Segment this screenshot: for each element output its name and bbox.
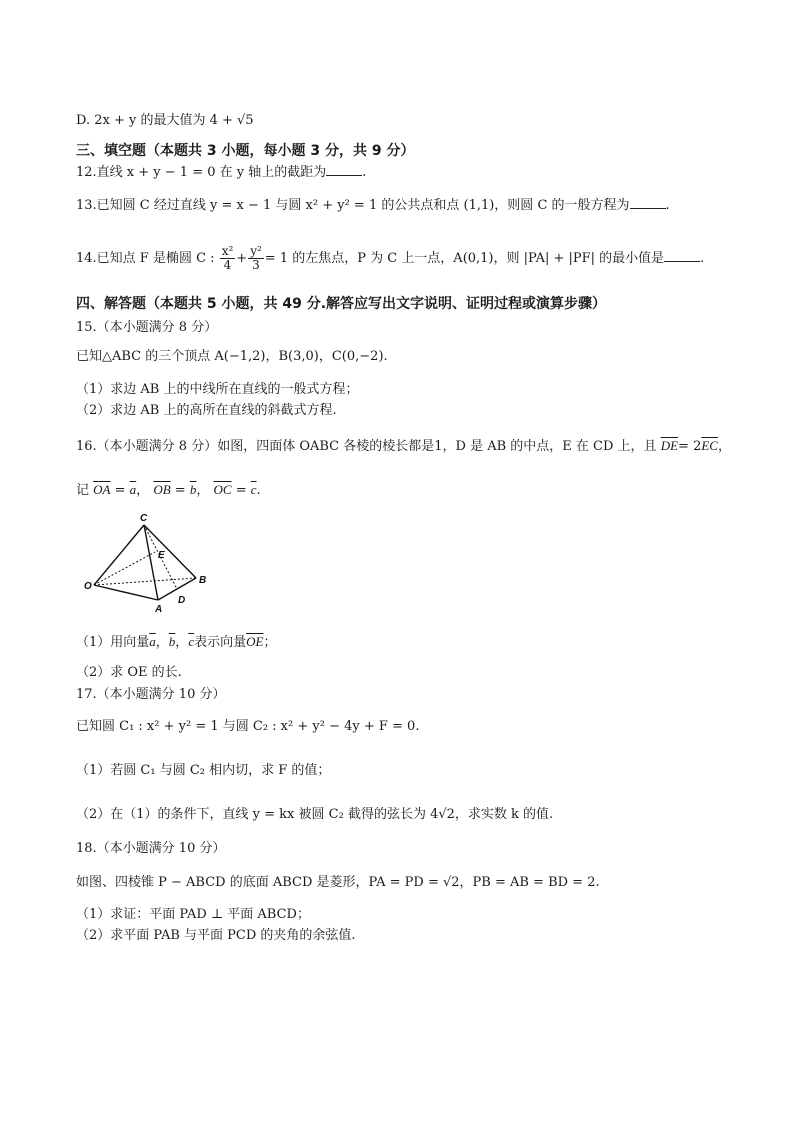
vector-c: $\overline{c}$ (250, 482, 257, 497)
assign-3: = (231, 483, 251, 498)
q16-eq: = 2 (678, 439, 702, 454)
q15-part2: （2）求边 AB 上的高所在直线的斜截式方程. (76, 403, 337, 418)
label-O: O (84, 581, 92, 592)
q16-part1-text: （1）用向量 (76, 635, 150, 650)
label-C: C (140, 513, 148, 524)
section-3-heading: 三、填空题（本题共 3 小题，每小题 3 分，共 9 分） (76, 143, 415, 159)
vector-OB: $\overline{OB}$ (153, 482, 171, 497)
label-B: B (199, 575, 207, 586)
q14-end: . (700, 251, 705, 266)
edge-OA (94, 585, 158, 600)
label-D: D (178, 595, 186, 606)
assign-1: = (110, 483, 130, 498)
q14-text-b: = 1 的左焦点，P 为 C 上一点，A(0,1)，则 |PA| + |PF| 的最小值是 (264, 251, 665, 266)
q13-text: 13.已知圆 C 经过直线 y = x − 1 与圆 x² + y² = 1 的公共点和点 (1,1)，则圆 C 的一般方程为 (76, 198, 630, 213)
edge-OC (94, 525, 144, 585)
q14-text-a: 14.已知点 F 是椭圆 C : (76, 251, 215, 266)
frac-den-4: 4 (223, 258, 232, 272)
q13-blank[interactable] (630, 196, 666, 209)
label-E: E (158, 550, 165, 561)
q16-part1-mid: 表示向量 (194, 635, 247, 650)
q15-part1: （1）求边 AB 上的中线所在直线的一般式方程； (76, 382, 359, 397)
q18-header: 18.（本小题满分 10 分） (76, 841, 226, 856)
assign-2: = (170, 483, 190, 498)
q18-statement: 如图、四棱锥 P − ABCD 的底面 ABCD 是菱形，PA = PD = √2，PB = AB = BD = 2. (76, 875, 600, 890)
sep-2: ， (196, 483, 210, 498)
frac-den-3: 3 (252, 258, 260, 272)
q16-part2: （2）求 OE 的长. (76, 665, 182, 680)
vector-EC: $\overline{EC}$ (701, 438, 718, 453)
q16-part1 (76, 633, 276, 652)
list-sep-1: ， (155, 635, 169, 650)
q16-statement (76, 437, 731, 456)
tetrahedron-figure (80, 510, 220, 615)
q17-part2: （2）在（1）的条件下，直线 y = kx 被圆 C₂ 截得的弦长为 4√2，求实数 k 的值. (76, 807, 554, 822)
vector-OE: $\overline{OE}$ (246, 634, 264, 649)
fraction-y2-over-3 (248, 245, 264, 272)
end-semicolon: ； (263, 635, 277, 650)
q17-header: 17.（本小题满分 10 分） (76, 687, 226, 702)
q15-statement: 已知△ABC 的三个顶点 A(−1,2)，B(3,0)，C(0,−2). (76, 349, 388, 364)
q13-end: . (665, 198, 670, 213)
q18-part2: （2）求平面 PAB 与平面 PCD 的夹角的余弦值. (76, 928, 356, 943)
edge-OB-hidden (94, 578, 196, 585)
frac-num-y2: y² (250, 244, 262, 258)
q12-end: . (362, 165, 367, 180)
q15-header: 15.（本小题满分 8 分） (76, 320, 218, 335)
q14-blank[interactable] (664, 249, 700, 262)
vector-a-2: $\overline{a}$ (149, 634, 156, 649)
question-14: 14.已知点 F 是椭圆 C : $\frac{\text{x²}}{4}$ + $\frac{\text{y²}}{3}$ = 1 的左焦点，P 为 C 上一点，A(0,1)，则 |PA| + |PF| 的最小值是 . (76, 244, 705, 272)
segment-OE (94, 552, 155, 585)
q17-statement: 已知圆 C₁ : x² + y² = 1 与圆 C₂ : x² + y² − 4y + F = 0. (76, 719, 420, 734)
q12-blank[interactable] (326, 163, 362, 176)
vector-OC: $\overline{OC}$ (213, 482, 232, 497)
question-13 (76, 196, 670, 215)
q17-part1: （1）若圆 C₁ 与圆 C₂ 相内切，求 F 的值； (76, 763, 331, 778)
q16-note-label: 记 (76, 483, 90, 498)
vector-b: $\overline{b}$ (189, 482, 197, 497)
vector-b-2: $\overline{b}$ (168, 634, 176, 649)
q12-text: 12.直线 x + y − 1 = 0 在 y 轴上的截距为 (76, 165, 327, 180)
section-4-heading: 四、解答题（本题共 5 小题，共 49 分.解答应写出文字说明、证明过程或演算步骤） (76, 296, 607, 312)
q18-part1: （1）求证：平面 PAD ⊥ 平面 ABCD； (76, 907, 310, 922)
q16-notation (76, 481, 261, 500)
vector-a: $\overline{a}$ (129, 482, 137, 497)
option-d: D. 2x + y 的最大值为 4 + √5 (76, 113, 254, 128)
end-dot: . (256, 483, 261, 498)
vector-DE: $\overline{DE}$ (660, 438, 679, 453)
frac-num-x2: x² (221, 244, 234, 258)
sep-1: ， (136, 483, 150, 498)
vector-c-2: $\overline{c}$ (188, 634, 195, 649)
q16-comma: ， (717, 439, 731, 454)
label-A: A (155, 604, 163, 615)
vector-OA: $\overline{OA}$ (93, 482, 111, 497)
fraction-x2-over-4 (220, 245, 236, 272)
question-12 (76, 163, 366, 182)
q16-text: 16.（本小题满分 8 分）如图，四面体 OABC 各棱的棱长都是1，D 是 AB 的中点，E 在 CD 上，且 (76, 439, 657, 454)
list-sep-2: ， (175, 635, 189, 650)
